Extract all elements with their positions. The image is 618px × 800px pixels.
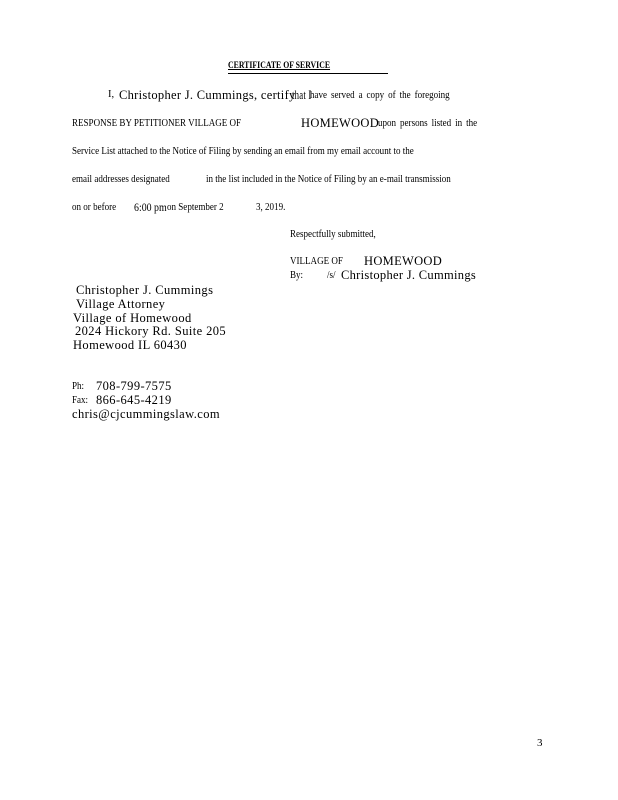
phone-number: 708-799-7575 xyxy=(96,379,172,393)
para-line-5-year: 3, 2019. xyxy=(256,202,286,213)
by-label: By: xyxy=(290,270,304,281)
para-line-1-name: Christopher J. Cummings, certify xyxy=(119,88,296,102)
para-line-1-i: I, xyxy=(108,89,115,100)
para-line-2-c: upon persons listed in the xyxy=(378,118,478,129)
signature-mark: /s/ xyxy=(327,270,336,281)
contact-street: 2024 Hickory Rd. Suite 205 xyxy=(75,324,227,338)
para-line-1-rest: have served a copy of the foregoing xyxy=(310,90,450,101)
contact-email: chris@cjcummingslaw.com xyxy=(72,407,220,421)
para-line-5-time: 6:00 pm xyxy=(134,202,167,214)
para-line-4-a: email addresses designated xyxy=(72,174,170,185)
para-line-2-homewood: HOMEWOOD xyxy=(301,116,380,130)
page-number: 3 xyxy=(537,737,543,749)
para-line-2-a: RESPONSE BY PETITIONER VILLAGE OF xyxy=(72,118,242,129)
fax-label: Fax: xyxy=(72,395,89,406)
respectfully-submitted: Respectfully submitted, xyxy=(290,229,376,240)
contact-name: Christopher J. Cummings xyxy=(76,283,214,297)
signature-name: Christopher J. Cummings xyxy=(341,268,477,282)
para-line-5-a: on or before xyxy=(72,202,117,213)
fax-number: 866-645-4219 xyxy=(96,393,172,407)
contact-org: Village of Homewood xyxy=(73,311,192,325)
contact-role: Village Attorney xyxy=(76,297,166,311)
village-homewood: HOMEWOOD xyxy=(364,254,443,268)
para-line-5-date: on September 2 xyxy=(167,202,224,213)
para-line-3: Service List attached to the Notice of Filing by sending an email from my email account to the xyxy=(72,146,414,157)
para-line-4-b: in the list included in the Notice of Filing by an e-mail transmission xyxy=(206,174,451,185)
para-line-1-that: that I xyxy=(292,88,312,102)
phone-label: Ph: xyxy=(72,381,85,392)
village-of-label: VILLAGE OF xyxy=(290,256,343,267)
contact-city: Homewood IL 60430 xyxy=(73,338,187,352)
certificate-title: CERTIFICATE OF SERVICE xyxy=(228,61,331,71)
title-underline xyxy=(228,73,388,74)
